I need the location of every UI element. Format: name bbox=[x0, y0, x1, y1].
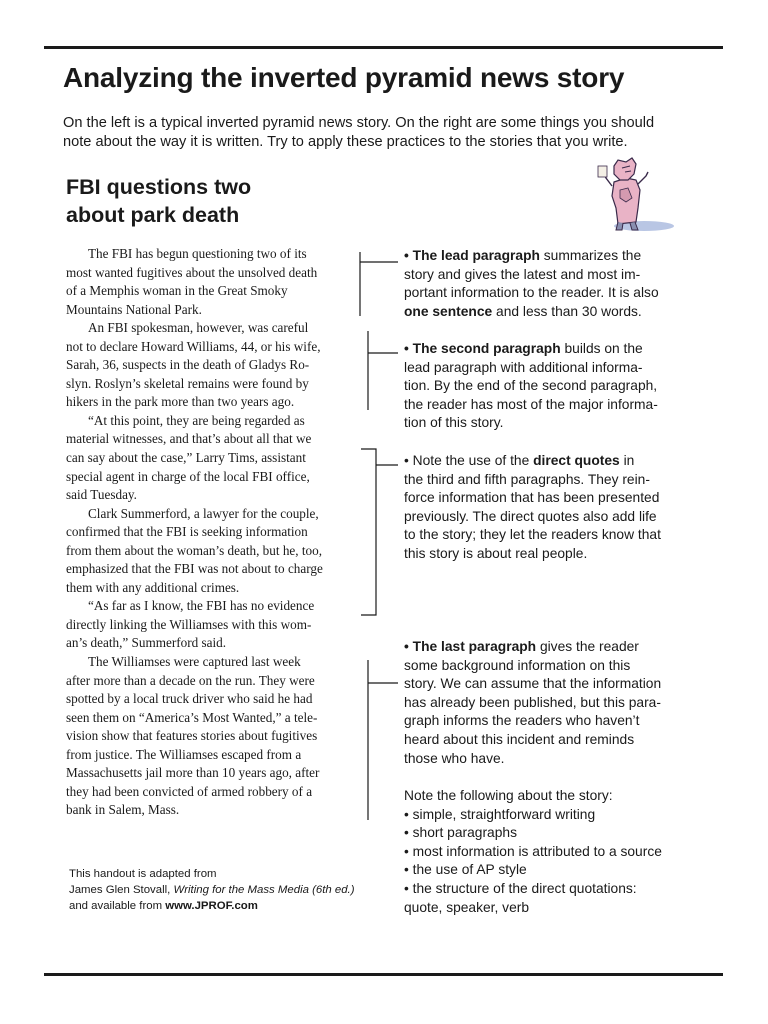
story-line: Sarah, 36, suspects in the death of Gladys Ro- bbox=[66, 357, 310, 373]
credit-author: James Glen Stovall, bbox=[69, 884, 174, 896]
quotes-note bbox=[404, 452, 704, 564]
note-bold: • The last paragraph bbox=[404, 639, 537, 654]
credit-url-link[interactable]: www.JPROF.com bbox=[165, 900, 258, 912]
note-text: and less than 30 words. bbox=[492, 303, 642, 319]
story-line: them with any additional crimes. bbox=[66, 579, 240, 595]
credit-line bbox=[69, 882, 355, 898]
story-line: material witnesses, and that’s about all that we bbox=[66, 431, 312, 447]
story-line: Clark Summerford, a lawyer for the couple, bbox=[88, 505, 319, 521]
note-line bbox=[404, 340, 704, 359]
story-line: bank in Salem, Mass. bbox=[66, 802, 180, 818]
summary-item: • most information is attributed to a source bbox=[404, 843, 662, 859]
story-line: an’s death,” Summerford said. bbox=[66, 635, 227, 651]
last-note bbox=[404, 638, 704, 768]
story-line: directly linking the Williamses with this wom- bbox=[66, 616, 312, 632]
note-text: builds on the bbox=[560, 341, 643, 356]
cartoon-reporter-icon bbox=[592, 156, 676, 234]
note-line: story and gives the latest and most im- bbox=[404, 266, 641, 282]
note-line: some background information on this bbox=[404, 657, 631, 673]
headline-line: FBI questions two bbox=[66, 175, 252, 199]
story-line: “At this point, they are being regarded as bbox=[88, 412, 305, 428]
story-line: confirmed that the FBI is seeking information bbox=[66, 524, 308, 540]
story-line: Mountains National Park. bbox=[66, 301, 202, 317]
story-line: from justice. The Williamses escaped from a bbox=[66, 746, 302, 762]
top-divider bbox=[44, 46, 723, 49]
story-line: can say about the case,” Larry Tims, assistant bbox=[66, 450, 306, 466]
story-line: from them about the woman’s death, but he, too, bbox=[66, 542, 323, 558]
note-bold: one sentence bbox=[404, 303, 493, 319]
story-line: An FBI spokesman, however, was careful bbox=[88, 320, 309, 336]
note-bold: • The second paragraph bbox=[404, 341, 561, 356]
credit-line bbox=[69, 898, 355, 914]
note-line: lead paragraph with additional informa- bbox=[404, 359, 643, 375]
story-line: spotted by a local truck driver who said he had bbox=[66, 691, 313, 707]
summary-item: quote, speaker, verb bbox=[404, 899, 530, 915]
summary-item: • simple, straightforward writing bbox=[404, 806, 596, 822]
note-line: portant information to the reader. It is also bbox=[404, 285, 659, 301]
summary-item: • short paragraphs bbox=[404, 825, 517, 841]
story-line: The Williamses were captured last week bbox=[88, 654, 301, 670]
note-line: the third and fifth paragraphs. They rein- bbox=[404, 471, 650, 487]
intro-line: note about the way it is written. Try to apply these practices to the stories that you write. bbox=[63, 134, 628, 150]
story-line: emphasized that the FBI was not about to charge bbox=[66, 561, 323, 577]
headline-line: about park death bbox=[66, 202, 240, 227]
note-line: heard about this incident and reminds bbox=[404, 731, 635, 747]
story-line: Massachusetts jail more than 10 years ago, after bbox=[66, 765, 320, 781]
credit-text: and available from bbox=[69, 900, 166, 912]
note-line bbox=[404, 247, 704, 266]
story-line: hikers in the park more than two years ago. bbox=[66, 394, 295, 410]
note-line bbox=[404, 452, 704, 471]
note-text: in bbox=[619, 453, 635, 468]
story-line: “As far as I know, the FBI has no evidence bbox=[88, 598, 315, 614]
note-line: tion of this story. bbox=[404, 415, 504, 431]
quotes-bracket bbox=[361, 449, 398, 615]
second-bracket bbox=[368, 331, 398, 410]
source-credit bbox=[69, 866, 355, 914]
story-line: said Tuesday. bbox=[66, 487, 137, 503]
note-line: story. We can assume that the information bbox=[404, 676, 662, 692]
story-line: of a Memphis woman in the Great Smoky bbox=[66, 283, 288, 299]
last-bracket bbox=[368, 660, 398, 820]
story-line: slyn. Roslyn’s skeletal remains were found by bbox=[66, 375, 309, 391]
story-line: seen them on “America’s Most Wanted,” a tele- bbox=[66, 709, 318, 725]
story-headline bbox=[66, 174, 251, 229]
story-line: after more than a decade on the run. They were bbox=[66, 672, 315, 688]
summary-item: • the use of AP style bbox=[404, 862, 527, 878]
summary-item: • the structure of the direct quotations: bbox=[404, 880, 637, 896]
note-line: the reader has most of the major informa- bbox=[404, 396, 658, 412]
story-line: most wanted fugitives about the unsolved death bbox=[66, 264, 318, 280]
note-line: graph informs the readers who haven’t bbox=[404, 713, 640, 729]
note-line: tion. By the end of the second paragraph, bbox=[404, 378, 658, 394]
second-note bbox=[404, 340, 704, 433]
note-bold: direct quotes bbox=[533, 453, 620, 468]
note-line bbox=[404, 638, 704, 657]
story-line: they had been convicted of armed robbery of a bbox=[66, 783, 313, 799]
note-bold: • The lead paragraph bbox=[404, 248, 540, 263]
note-text: gives the reader bbox=[536, 639, 639, 654]
note-line: to the story; they let the readers know that bbox=[404, 527, 661, 543]
story-line: not to declare Howard Williams, 44, or his wife, bbox=[66, 338, 321, 354]
summary-list bbox=[404, 787, 704, 917]
note-text: summarizes the bbox=[539, 248, 642, 263]
credit-book-title: Writing for the Mass Media (6th ed.) bbox=[173, 884, 355, 896]
note-line: has already been published, but this para- bbox=[404, 694, 661, 710]
note-line bbox=[404, 303, 704, 322]
note-line: those who have. bbox=[404, 750, 505, 766]
intro-line: On the left is a typical inverted pyramid news story. On the right are some things you should bbox=[63, 115, 655, 131]
summary-heading: Note the following about the story: bbox=[404, 788, 613, 803]
news-story bbox=[66, 245, 366, 820]
note-line: force information that has been presented bbox=[404, 490, 660, 506]
story-line: special agent in charge of the local FBI office, bbox=[66, 468, 310, 484]
note-line: previously. The direct quotes also add life bbox=[404, 508, 657, 524]
story-line: The FBI has begun questioning two of its bbox=[88, 246, 307, 261]
bottom-divider bbox=[44, 973, 723, 976]
note-line: this story is about real people. bbox=[404, 545, 588, 561]
story-line: vision show that features stories about fugitives bbox=[66, 728, 318, 744]
page-title: Analyzing the inverted pyramid news story bbox=[63, 62, 625, 93]
note-text: • Note the use of the bbox=[404, 453, 534, 468]
intro-paragraph bbox=[63, 114, 713, 152]
credit-line: This handout is adapted from bbox=[69, 868, 217, 880]
lead-note bbox=[404, 247, 704, 321]
